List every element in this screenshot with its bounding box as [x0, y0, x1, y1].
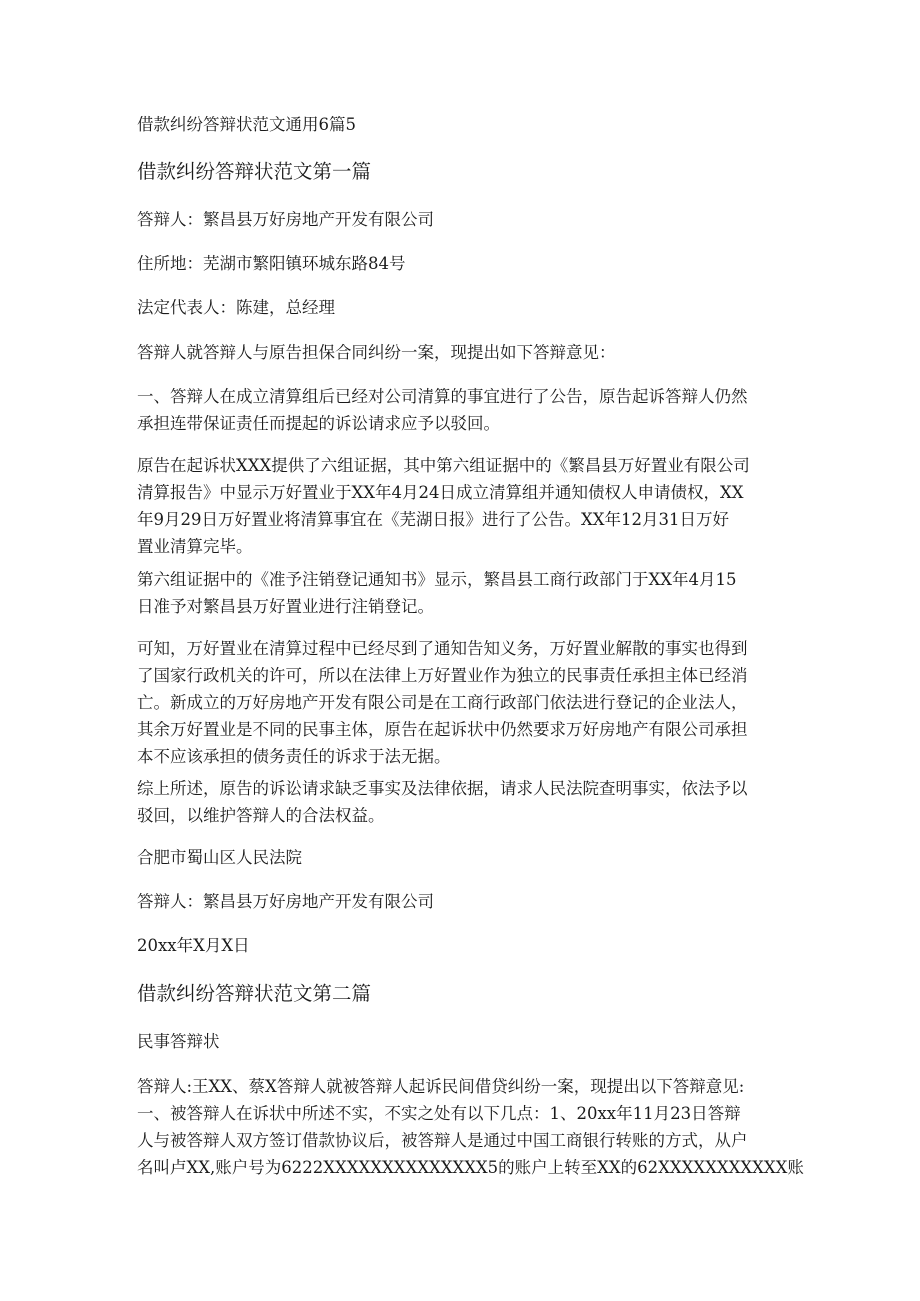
text-line: 综上所述，原告的诉讼请求缺乏事实及法律依据，请求人民法院查明事实，依法予以 — [137, 779, 748, 798]
intro-paragraph: 答辩人就答辩人与原告担保合同纠纷一案，现提出如下答辩意见： — [137, 343, 616, 362]
text-line: 本不应该承担的债务责任的诉求于法无据。 — [137, 747, 451, 766]
conclusion-paragraph — [137, 775, 787, 829]
signature-line: 答辩人：繁昌县万好房地产开发有限公司 — [137, 892, 434, 911]
point-one-paragraph — [137, 383, 787, 437]
text-line: 其余万好置业是不同的民事主体，原告在起诉状中仍然要求万好房地产有限公司承担 — [137, 720, 748, 739]
evidence-paragraph — [137, 452, 787, 560]
date-line: 20xx年X月X日 — [137, 936, 250, 955]
text-line: 第六组证据中的《准予注销登记通知书》显示，繁昌县工商行政部门于XX年4月15 — [137, 570, 737, 589]
text-line: 一、答辩人在成立清算组后已经对公司清算的事宜进行了公告，原告起诉答辩人仍然 — [137, 387, 748, 406]
section-1-heading: 借款纠纷答辩状范文第一篇 — [137, 160, 372, 183]
respondent-line: 答辩人：繁昌县万好房地产开发有限公司 — [137, 210, 434, 229]
text-line: 一、被答辩人在诉状中所述不实，不实之处有以下几点：1、20xx年11月23日答辩 — [137, 1104, 741, 1123]
text-line: 原告在起诉状XXX提供了六组证据，其中第六组证据中的《繁昌县万好置业有限公司 — [137, 456, 750, 475]
text-line: 答辩人:王XX、蔡X答辩人就被答辩人起诉民间借贷纠纷一案，现提出以下答辩意见: — [137, 1077, 745, 1096]
text-line: 了国家行政机关的许可，所以在法律上万好置业作为独立的民事责任承担主体已经消 — [137, 666, 748, 685]
text-line: 名叫卢XX,账户号为6222XXXXXXXXXXXXXX5的账户上转至XX的62XXXXXXXXXXX账 — [137, 1158, 804, 1177]
analysis-paragraph — [137, 635, 787, 770]
address-line: 住所地：芜湖市繁阳镇环城东路84号 — [137, 254, 406, 273]
text-line: 年9月29日万好置业将清算事宜在《芜湖日报》进行了公告。XX年12月31日万好 — [137, 510, 729, 529]
section-2-body — [137, 1073, 804, 1181]
text-line: 置业清算完毕。 — [137, 537, 253, 556]
section-2-subtitle: 民事答辩状 — [137, 1032, 220, 1051]
legal-rep-line: 法定代表人：陈建，总经理 — [137, 298, 335, 317]
text-line: 承担连带保证责任而提起的诉讼请求应予以驳回。 — [137, 414, 500, 433]
section-2-heading: 借款纠纷答辩状范文第二篇 — [137, 982, 372, 1005]
text-line: 驳回，以维护答辩人的合法权益。 — [137, 806, 385, 825]
text-line: 亡。新成立的万好房地产开发有限公司是在工商行政部门依法进行登记的企业法人， — [137, 693, 748, 712]
notice-paragraph — [137, 566, 787, 620]
court-line: 合肥市蜀山区人民法院 — [137, 848, 302, 867]
text-line: 可知，万好置业在清算过程中已经尽到了通知告知义务，万好置业解散的事实也得到 — [137, 639, 748, 658]
text-line: 日准予对繁昌县万好置业进行注销登记。 — [137, 597, 434, 616]
text-line: 人与被答辩人双方签订借款协议后，被答辩人是通过中国工商银行转账的方式，从户 — [137, 1131, 748, 1150]
text-line: 清算报告》中显示万好置业于XX年4月24日成立清算组并通知债权人申请债权，XX — [137, 483, 744, 502]
document-title: 借款纠纷答辩状范文通用6篇5 — [137, 115, 356, 134]
